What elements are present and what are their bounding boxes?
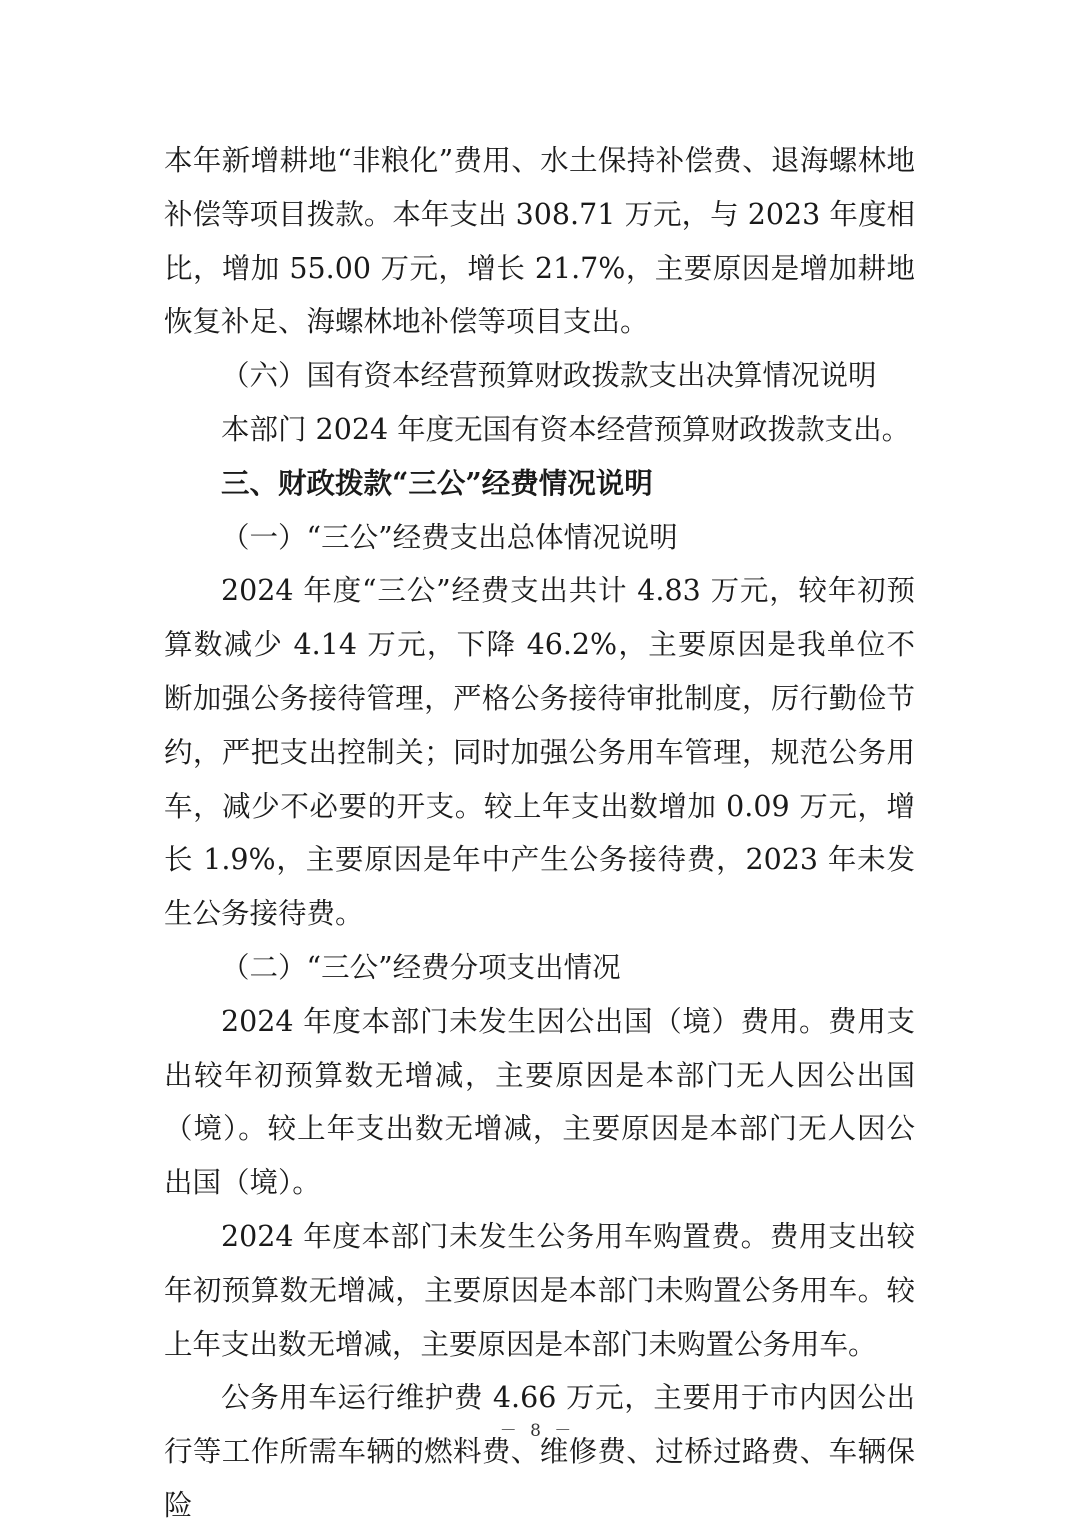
section-heading-three-public: 三、财政拨款“三公”经费情况说明 — [221, 465, 653, 500]
section-heading-six: （六）国有资本经营预算财政拨款支出决算情况说明 — [221, 359, 877, 393]
paragraph-three-public-total: 2024 年度“三公”经费支出共计 4.83 万元，较年初预算数减少 4.14 万元，下降 46.2%，主要原因是我单位不断加强公务接待管理，严格公务接待审批制度，厉行勤俭节约，严把支出控制关；同时加强公务用车管理，规范公务用车，减少不必要的开支。较上年支出数增加 0.09 万元，增长 1.9%，主要原因是年中产生公务接待费，2023 年未发生公务接待费。 — [164, 574, 915, 931]
paragraph-vehicle-operation: 公务用车运行维护费 4.66 万元，主要用于市内因公出行等工作所需车辆的燃料费、维修费、过桥过路费、车辆保险 — [164, 1381, 915, 1522]
paragraph-state-capital: 本部门 2024 年度无国有资本经营预算财政拨款支出。 — [221, 412, 911, 446]
section-heading-three-one: （一）“三公”经费支出总体情况说明 — [221, 520, 678, 554]
section-heading-three-two: （二）“三公”经费分项支出情况 — [221, 950, 621, 984]
paragraph-continuation: 本年新增耕地“非粮化”费用、水土保持补偿费、退海螺林地补偿等项目拨款。本年支出 308.71 万元，与 2023 年度相比，增加 55.00 万元，增长 21.7%，主要原因是增加耕地恢复补足、海螺林地补偿等项目支出。 — [164, 144, 915, 339]
page-number: － 8 － — [499, 1421, 576, 1441]
paragraph-vehicle-purchase: 2024 年度本部门未发生公务用车购置费。费用支出较年初预算数无增减，主要原因是本部门未购置公务用车。较上年支出数无增减，主要原因是本部门未购置公务用车。 — [164, 1219, 915, 1361]
paragraph-abroad-expenses: 2024 年度本部门未发生因公出国（境）费用。费用支出较年初预算数无增减，主要原因是本部门无人因公出国（境）。较上年支出数无增减，主要原因是本部门无人因公出国（境）。 — [164, 1004, 915, 1200]
